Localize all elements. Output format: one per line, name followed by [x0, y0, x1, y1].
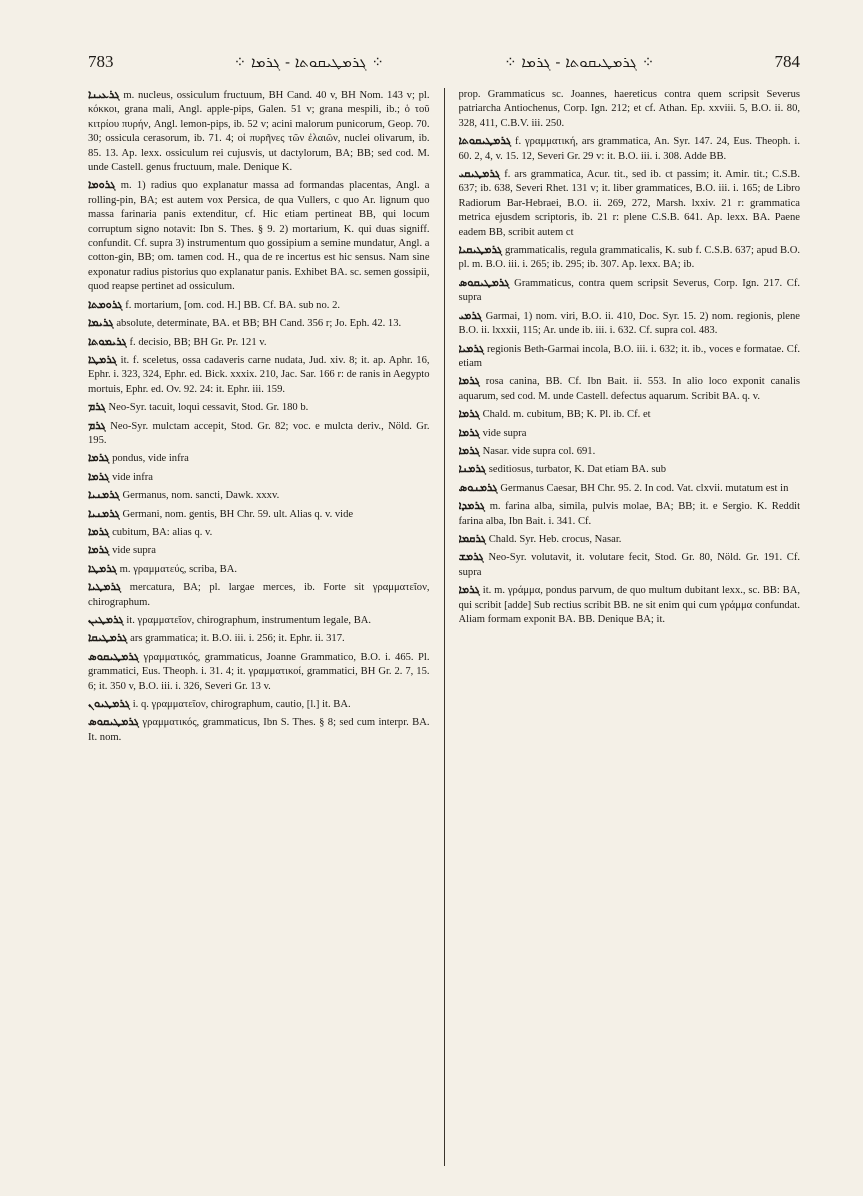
entry-text: grammaticalis, regula grammaticalis, K. sub f. C.S.B. 637; apud B.O. pl. m. B.O. iii. i. 265; ib. 295; ib. 307. Ap. lexx. BA; ib.	[458, 245, 801, 271]
entry-text: f. mortarium, [om. cod. H.] BB. Cf. BA. sub no. 2.	[125, 299, 341, 311]
entry-headword: ܓܪܘܡܬܐ	[88, 297, 123, 311]
entry-headword: ܓܪܡܐ	[458, 407, 480, 421]
entry-headword: ܓܪܩܡܐ	[458, 531, 487, 545]
dictionary-entry	[88, 697, 430, 712]
entry-text: Germanus, nom. sancti, Dawk. xxxv.	[122, 490, 280, 502]
entry-headword: ܓܪܡܛܝܢ	[88, 613, 124, 626]
dictionary-entry	[88, 631, 430, 646]
right-page-number: 784	[774, 52, 800, 71]
entry-text: mercatura, BA; pl. largae merces, ib. Forte sit γραμματεῖον, chirographum.	[88, 582, 430, 608]
entry-headword: ܓܪܡܢܝܐ	[88, 506, 120, 520]
dictionary-entry	[459, 426, 801, 441]
dictionary-entry	[459, 481, 801, 496]
entry-text: vide infra	[112, 471, 153, 483]
entry-text: m. γραμματεύς, scriba, BA.	[119, 563, 238, 575]
entry-headword: ܓܪܝܡܐ	[88, 316, 114, 330]
right-column	[459, 88, 801, 1168]
entry-headword: ܓܪܡܛܝܩܘܣ	[458, 275, 510, 289]
entry-text: Neo-Syr. mulctam accepit, Stod. Gr. 82; voc. e mulcta deriv., Nöld. Gr. 195.	[88, 420, 430, 446]
entry-text: Grammaticus, contra quem scripsit Severus, Corp. Ign. 217. Cf. supra	[458, 277, 801, 304]
dictionary-entry	[459, 342, 801, 372]
entry-headword: ܓܪܡܛܝܩܝ	[458, 167, 501, 181]
entry-headword: ܓܪܡܐ	[458, 425, 480, 439]
entry-text: absolute, determinate, BA. et BB; BH Cand. 356 r; Jo. Eph. 42. 13.	[116, 318, 402, 330]
dictionary-entry	[88, 562, 430, 577]
dictionary-entry	[459, 374, 801, 404]
entry-headword: ܓܪܡܐ	[88, 469, 110, 483]
dictionary-entry	[459, 243, 801, 273]
entry-headword: ܓܪܡܐ	[88, 451, 110, 465]
dictionary-entry	[459, 462, 801, 477]
dictionary-entry	[88, 580, 430, 610]
entry-text: Nasar. vide supra col. 691.	[482, 445, 596, 457]
left-page-number: 783	[88, 52, 114, 71]
entry-text: m. nucleus, ossiculum fructuum, BH Cand. 40 v, BH Nom. 143 v; pl. κόκκοι, grana mali, Angl. apple-pips, Galen. 51 v; grana mespili, ib.; ὁ τοῦ κιτρίου πυρήν, Angl. lemon-pips, ib. 52 v; acini malorum punicorum, Geop. 70. 30; ossicula cerasorum, ib. 71. 4; οἱ πυρῆνες τῶν ἐλαιῶν, nuclei olivarum, ib. 85. 13. Ap. lexx. ossiculum rei cujusvis, ut dactylorum, BA; BB; sed cod. M. unde Castell. genus fructuum, male. Denique K.	[88, 90, 430, 174]
page-header	[88, 50, 800, 74]
dictionary-entry	[459, 134, 801, 164]
entry-headword: ܓܪܡܛܝܩܐ	[88, 631, 128, 645]
entry-text: regionis Beth-Garmai incola, B.O. iii. i. 632; it. ib., voces e formatae. Cf. etiam	[458, 343, 801, 369]
entry-headword: ܓܪܡܢܝܐ	[88, 488, 120, 502]
dictionary-entry	[459, 532, 801, 547]
dictionary-entry	[88, 650, 430, 694]
dictionary-entry	[88, 316, 430, 331]
dictionary-entry	[88, 470, 430, 485]
entry-headword: ܓܪܡܢܘܣ	[458, 480, 498, 494]
entry-text: Chald. Syr. Heb. crocus, Nasar.	[488, 533, 622, 545]
entry-headword: ܓܪܡܐ	[88, 524, 110, 538]
entry-headword: ܓܪܡܕܐ	[458, 499, 486, 513]
entry-text: cubitum, BA: alias q. v.	[112, 526, 213, 538]
entry-headword: ܓܪܡܛܝܩܘܣ	[88, 649, 140, 663]
entry-text: rosa canina, BB. Cf. Ibn Bait. ii. 553. In alio loco exponit canalis aquarum, sed cod. M. unde Castell. defectus aquarum. Scribit BA. q. v.	[458, 376, 801, 402]
entry-headword: ܓܪܡܛܝܩܘܬܐ	[458, 134, 512, 148]
entry-text: Germanus Caesar, BH Chr. 95. 2. In cod. Vat. clxvii. mutatum est in	[500, 482, 789, 494]
dictionary-entry	[88, 335, 430, 350]
dictionary-entry	[459, 88, 801, 131]
entry-headword: ܓܪܡܐ	[458, 443, 480, 457]
left-column	[88, 88, 430, 1168]
entry-text: m. 1) radius quo explanatur massa ad formandas placentas, Angl. a rolling-pin, BA; est autem vox Persica, de qua Vullers, c quo Ar. lignum quo massa farinaria panis extenditur, cf. Hic etiam pertineat BB, qui locum corruptum signo notavit: Ibn S. Thes. § 9. 2) mortarium, K. qui duas signiff. confundit. Cf. supra 3) instrumentum quo gossipium a semine mundatur, Angl. a cotton-gin, BB; om. tamen cod. H., qua de re incertus est hic sensus. Nam sine exponatur radius pistorius quo explanatur panis. Exhibet BA. sc. semen gossipii, quod reapse pertinet ad ossiculum.	[88, 180, 430, 293]
entry-text: f. γραμματική, ars grammatica, An. Syr. 147. 24, Eus. Theoph. i. 60. 2, 4, v. 15. 12, Severi Gr. 29 v: it. B.O. iii. i. 308. Adde BB.	[458, 136, 801, 162]
entry-headword: ܓܪܡܐ	[458, 583, 480, 597]
entry-text: ars grammatica; it. B.O. iii. i. 256; it. Ephr. ii. 317.	[130, 633, 345, 645]
entry-text: it. f. sceletus, ossa cadaveris carne nudata, Jud. xiv. 8; it. ap. Aphr. 16, Ephr. i. 323, 324, Ephr. ed. Bick. xxxix. 210, Jac. Sar. 166 r: de ranis in Aegypto mortuis, Ephr. ed. Ov. 92. 24: it. Ephr. iii. 159.	[88, 354, 430, 395]
entry-text: vide supra	[112, 545, 156, 557]
dictionary-entry	[459, 583, 801, 627]
entry-headword: ܓܪܥܝܢܐ	[88, 88, 120, 101]
dictionary-entry	[459, 444, 801, 459]
entry-headword: ܓܪܡܝ	[458, 308, 483, 322]
entry-headword: ܓܪܡ	[88, 418, 106, 432]
dictionary-entry	[88, 353, 430, 397]
entry-text: it. m. γράμμα, pondus parvum, de quo multum dubitant lexx., sc. BB: BA, qui scribit [adde] Sub rectius scribit BB. ne sit enim qui cum γράμμα confundat. Aliam formam exponit BA. BB. Denique BA; it.	[458, 585, 801, 625]
entry-text: vide supra	[482, 427, 527, 439]
dictionary-entry	[88, 543, 430, 558]
dictionary-entry	[88, 613, 430, 628]
dictionary-entry	[88, 298, 430, 313]
dictionary-entry	[459, 550, 801, 580]
dictionary-entry	[459, 309, 801, 339]
left-running-title: ⁘ ܓܪܡܛܝܩܘܬܐ - ܓܪܡܐ ⁘	[233, 53, 384, 71]
entry-text: Neo-Syr. tacuit, loqui cessavit, Stod. Gr. 180 b.	[108, 402, 309, 414]
text-columns	[88, 88, 800, 1168]
entry-text: it. γραμματεῖον, chirographum, instrumentum legale, BA.	[126, 615, 372, 626]
entry-headword: ܓܪܡ	[88, 400, 106, 414]
dictionary-entry	[459, 276, 801, 306]
entry-headword: ܓܪܡܐ	[458, 374, 480, 388]
dictionary-entry	[88, 419, 430, 449]
column-divider	[444, 88, 445, 1166]
dictionary-entry	[459, 167, 801, 240]
entry-text: f. ars grammatica, Acur. tit., sed ib. ct passim; it. Amir. tit.; C.S.B. 637; ib. 638, Severi Rhet. 131 v; it. liber grammatices, B.O. iii. i. 165; de Libro Radiorum Bar-Hebraei, B.O. ii. 269, 272, Marsh. lxxiv. 21 r: grammatica metrica ejusdem scriptoris, ib. 21 r: plene C.S.B. 641. Ap. lexx. BA. Paene eadem BB, scribit autem ct	[458, 169, 801, 238]
entry-text: f. decisio, BB; BH Gr. Pr. 121 v.	[129, 336, 267, 348]
entry-headword: ܓܪܡܛܝܩܝܐ	[458, 243, 503, 257]
entry-text: m. farina alba, simila, pulvis molae, BA; BB; it. e Sergio. K. Reddit farina alba, Ibn Bait. i. 341. Cf.	[458, 501, 801, 527]
entry-headword: ܓܪܝܡܘܬܐ	[88, 334, 127, 348]
dictionary-entry	[88, 451, 430, 466]
entry-text: pondus, vide infra	[112, 453, 189, 465]
entry-text: γραμματικός, grammaticus, Ibn S. Thes. § 8; sed cum interpr. BA. It. nom.	[88, 717, 430, 743]
entry-headword: ܓܪܡܛܐ	[88, 561, 117, 575]
entry-headword: ܓܪܡܐ	[88, 543, 110, 557]
entry-text: i. q. γραμματεῖον, chirographum, cautio, [l.] it. BA.	[132, 699, 351, 711]
dictionary-entry	[88, 178, 430, 294]
entry-headword: ܓܪܡܝܐ	[458, 341, 485, 355]
dictionary-entry	[88, 507, 430, 522]
dictionary-entry	[459, 407, 801, 422]
dictionary-entry	[88, 400, 430, 415]
entry-text: seditiosus, turbator, K. Dat etiam BA. sub	[488, 464, 667, 476]
dictionary-entry	[459, 499, 801, 529]
entry-text: γραμματικός, grammaticus, Joanne Grammatico, B.O. i. 465. Pl. grammatici, Eus. Theoph. i. 31. 4; it. γραμματικοί, grammatici, BH Gr. 2. 7, 15. 6; it. 350 v, B.O. iii. i. 326, Severi Gr. 13 v.	[88, 651, 430, 692]
dictionary-entry	[88, 88, 430, 175]
entry-text: prop. Grammaticus sc. Joannes, haereticus contra quem scripsit Severus patriarcha Antiochenus, Corp. Ign. 212; et cf. Athan. Ep. xxviii. 5, B.O. ii. 80, 328, 411, C.B.V. iii. 250.	[458, 89, 801, 129]
entry-headword: ܓܪܡܛܝܩܘܣ	[88, 715, 140, 729]
dictionary-entry	[88, 525, 430, 540]
right-running-title: ⁘ ܓܪܡܛܝܩܘܬܐ - ܓܪܡܐ ⁘	[504, 53, 655, 71]
entry-headword: ܓܪܡܢܐ	[458, 462, 487, 476]
entry-text: Neo-Syr. volutavit, it. volutare fecit, Stod. Gr. 80, Nöld. Gr. 191. Cf. supra	[458, 552, 801, 578]
dictionary-entry	[88, 488, 430, 503]
entry-headword: ܓܪܡܛܝܘܢ	[88, 697, 131, 711]
entry-headword: ܓܪܡܛܐ	[88, 352, 117, 366]
entry-headword: ܓܪܡܛܝܐ	[88, 580, 122, 594]
entry-text: Chald. m. cubitum, BB; K. Pl. ib. Cf. et	[482, 409, 651, 421]
entry-headword: ܓܪܘܡܐ	[88, 178, 116, 192]
entry-headword: ܓܪܡܫ	[458, 550, 484, 564]
entry-text: Germani, nom. gentis, BH Chr. 59. ult. Alias q. v. vide	[122, 508, 354, 520]
dictionary-entry	[88, 715, 430, 745]
entry-text: Garmai, 1) nom. viri, B.O. ii. 410, Doc. Syr. 15. 2) nom. regionis, plene B.O. ii. lxxxii, 115; Ar. unde ib. iii. i. 632. Cf. supra col. 483.	[458, 310, 801, 337]
